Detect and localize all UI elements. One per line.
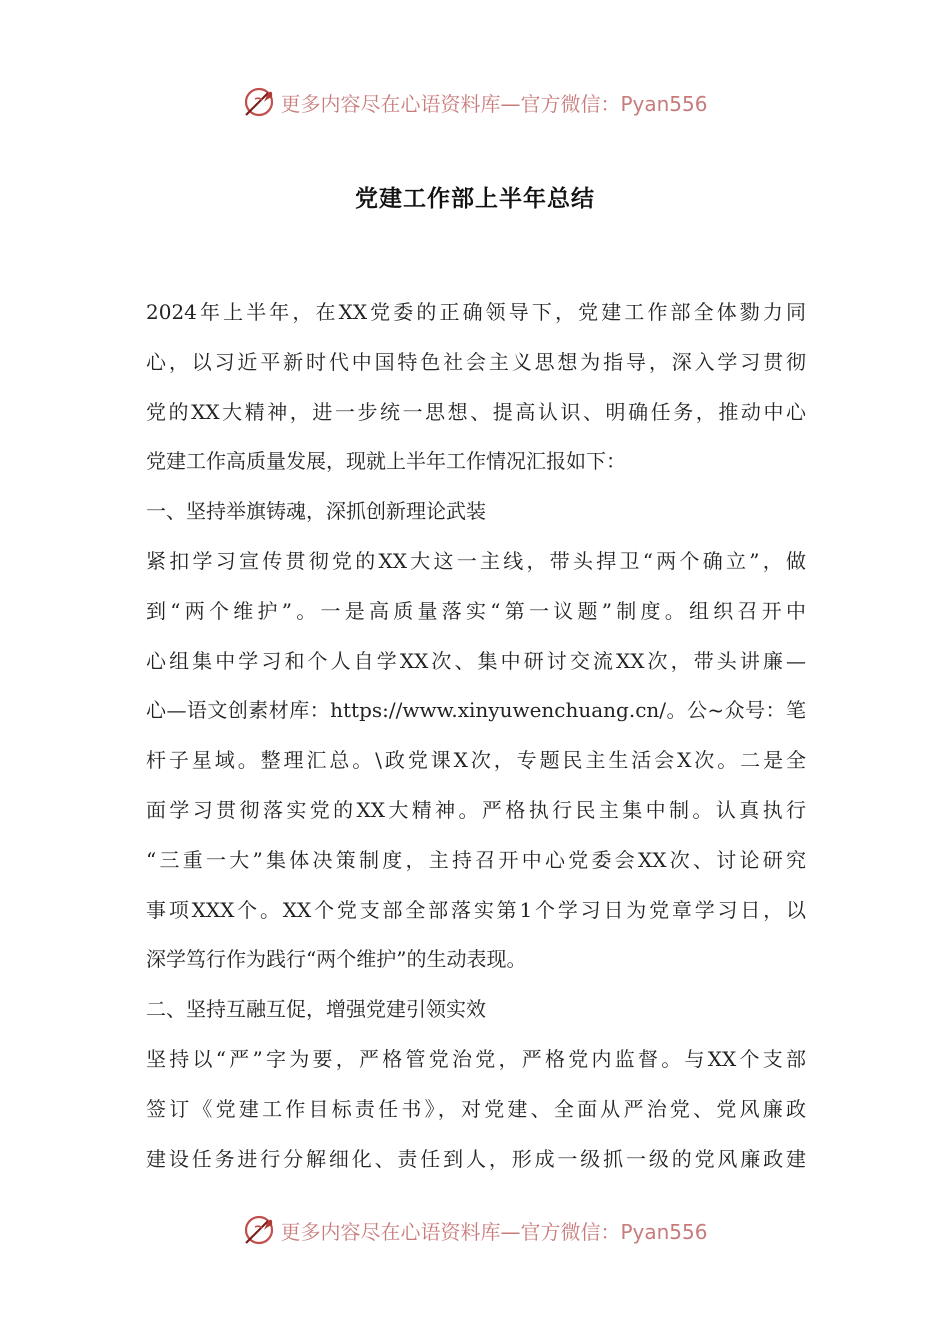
quill-logo-icon (242, 1213, 276, 1247)
document-body (146, 288, 806, 1184)
section-heading-1: 一、坚持举旗铸魂，深抓创新理论武装 (146, 499, 486, 524)
body-line: 事项XXX个。XX个党支部全部落实第1个学习日为党章学习日，以 (146, 897, 806, 922)
body-line: 党的XX大精神，进一步统一思想、提高认识、明确任务，推动中心 (146, 399, 806, 424)
body-line: 紧扣学习宣传贯彻党的XX大这一主线，带头捍卫“两个确立”，做 (146, 548, 806, 573)
body-line: 2024年上半年，在XX党委的正确领导下，党建工作部全体勠力同 (146, 300, 806, 324)
body-line: 心，以习近平新时代中国特色社会主义思想为指导，深入学习贯彻 (146, 349, 806, 374)
body-line: 坚持以“严”字为要，严格管党治党，严格党内监督。与XX个支部 (146, 1046, 806, 1071)
document-title: 党建工作部上半年总结 (355, 186, 595, 212)
watermark-footer (0, 1210, 950, 1250)
body-line: 深学笃行作为践行“两个维护”的生动表现。 (146, 947, 527, 972)
section-heading-2: 二、坚持互融互促，增强党建引领实效 (146, 997, 486, 1022)
watermark-text: 更多内容尽在心语资料库—官方微信：Pyan556 (280, 1219, 708, 1244)
body-line: 心—语文创素材库：https://www.xinyuwenchuang.cn/。公~众号：笔 (146, 698, 806, 723)
watermark-header (0, 82, 950, 122)
body-line: 面学习贯彻落实党的XX大精神。严格执行民主集中制。认真执行 (146, 797, 806, 822)
watermark-text: 更多内容尽在心语资料库—官方微信：Pyan556 (280, 91, 708, 116)
body-line: 心组集中学习和个人自学XX次、集中研讨交流XX次，带头讲廉— (146, 648, 806, 673)
body-line: “三重一大”集体决策制度，主持召开中心党委会XX次、讨论研究 (146, 847, 806, 872)
body-line: 签订《党建工作目标责任书》，对党建、全面从严治党、党风廉政 (146, 1096, 806, 1121)
body-line: 到“两个维护”。一是高质量落实“第一议题”制度。组织召开中 (146, 598, 806, 623)
body-line: 建设任务进行分解细化、责任到人，形成一级抓一级的党风廉政建 (146, 1146, 806, 1171)
quill-logo-icon (242, 85, 276, 119)
body-line: 党建工作高质量发展，现就上半年工作情况汇报如下： (146, 449, 626, 474)
body-line: 杆子星域。整理汇总。\政党课X次，专题民主生活会X次。二是全 (146, 748, 806, 773)
